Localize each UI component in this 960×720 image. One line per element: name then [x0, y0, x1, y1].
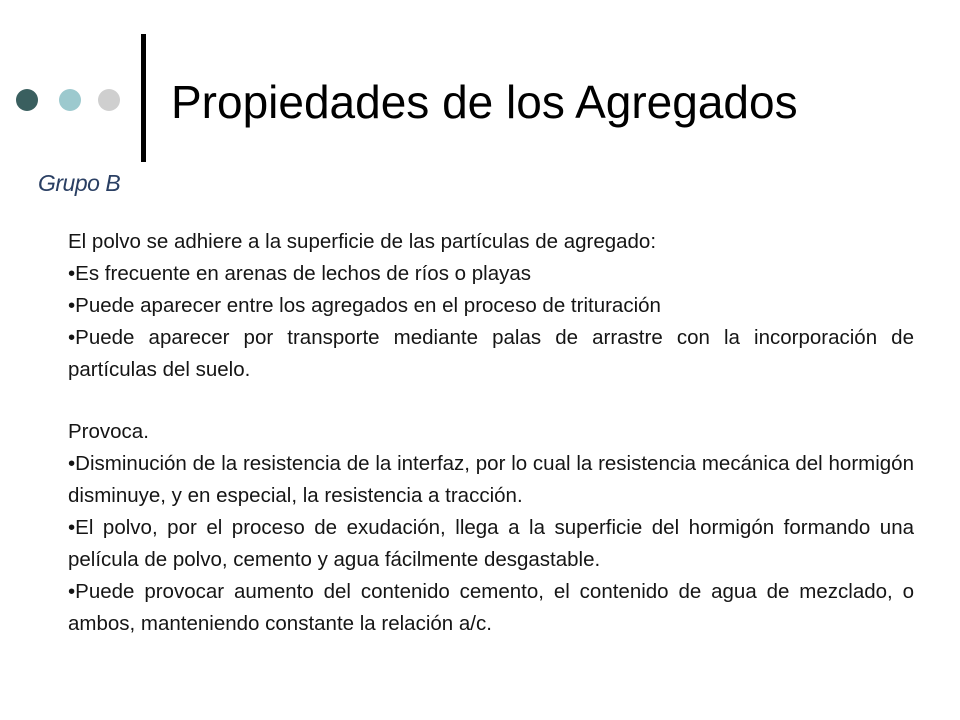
section-spacer: [68, 386, 914, 416]
section1-bullet: •Puede aparecer entre los agregados en el proceso de trituración: [68, 294, 661, 317]
decor-dot-dark: [16, 89, 38, 111]
section2-bullet: •El polvo, por el proceso de exudación, llega a la superficie del hormigón formando una película de polvo, cemento y agua fácilmente desgastable.: [68, 516, 914, 571]
section2-bullet: •Puede provocar aumento del contenido cemento, el contenido de agua de mezclado, o ambos, manteniendo constante la relación a/c.: [68, 580, 914, 635]
section1-intro: El polvo se adhiere a la superficie de las partículas de agregado:: [68, 230, 657, 253]
section2-intro: Provoca.: [68, 420, 149, 443]
group-label: Grupo B: [38, 170, 121, 196]
title-divider-bar: [141, 34, 146, 162]
decor-dot-gray: [98, 89, 120, 111]
slide-body: [68, 226, 914, 640]
slide-title: Propiedades de los Agregados: [171, 76, 798, 128]
section1-bullet: •Es frecuente en arenas de lechos de ríos o playas: [68, 262, 532, 285]
section2-bullet: •Disminución de la resistencia de la interfaz, por lo cual la resistencia mecánica del hormigón disminuye, y en especial, la resistencia a tracción.: [68, 452, 914, 507]
decor-dot-teal: [59, 89, 81, 111]
section1-bullet: •Puede aparecer por transporte mediante palas de arrastre con la incorporación de partículas del suelo.: [68, 326, 914, 381]
